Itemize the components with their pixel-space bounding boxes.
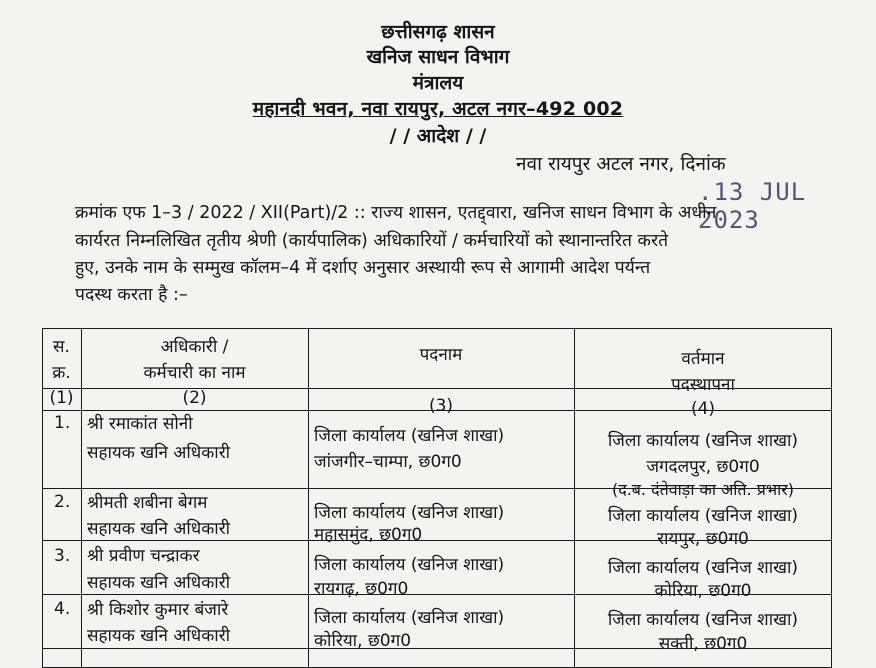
col-number-2: (2) (182, 388, 207, 408)
col-divider (308, 328, 309, 668)
header-posting-b: पदस्थापना (671, 375, 735, 395)
row-3-sno: 3. (54, 546, 71, 566)
row-3-designation: सहायक खनि अधिकारी (87, 573, 231, 593)
row-1-post-1: जिला कार्यालय (खनिज शाखा) (314, 426, 505, 446)
dateline: नवा रायपुर अटल नगर, दिनांक (516, 153, 726, 175)
col-number-3: (3) (428, 396, 454, 416)
row-1-new-3: (द.ब. दंतेवाड़ा का अति. प्रभार) (611, 480, 795, 499)
department-name: खनिज साधन विभाग (366, 46, 510, 68)
row-1-designation: सहायक खनि अधिकारी (87, 443, 231, 463)
row-4-designation: सहायक खनि अधिकारी (87, 626, 231, 646)
row-4-post-2: कोरिया, छ0ग0 (314, 631, 412, 651)
row-4-post-1: जिला कार्यालय (खनिज शाखा) (314, 608, 505, 628)
office-address: महानदी भवन, नवा रायपुर, अटल नगर–492 002 (252, 98, 624, 120)
header-sno-a: स. (53, 337, 70, 357)
row-4-name: श्री किशोर कुमार बंजारे (87, 600, 229, 620)
govt-name: छत्तीसगढ़ शासन (381, 21, 495, 43)
row-2-new-2: रायपुर, छ0ग0 (657, 529, 749, 549)
row-2-sno: 2. (54, 492, 71, 512)
row-1-name: श्री रमाकांत सोनी (87, 414, 193, 434)
row-2-designation: सहायक खनि अधिकारी (87, 519, 231, 539)
row-2-post-1: जिला कार्यालय (खनिज शाखा) (314, 503, 505, 523)
row-1-post-2: जांजगीर–चाम्पा, छ0ग0 (314, 452, 462, 472)
header-designation: पदनाम (419, 345, 463, 365)
row-4-new-2: सक्ती, छ0ग0 (658, 634, 748, 654)
header-sno-b: क्र. (52, 363, 71, 383)
row-3-post-1: जिला कार्यालय (खनिज शाखा) (314, 555, 505, 575)
row-2-name: श्रीमती शबीना बेगम (87, 493, 208, 513)
order-paragraph-line-4: पदस्थ करता है :– (75, 285, 188, 305)
row-3-name: श्री प्रवीण चन्द्राकर (87, 546, 200, 566)
order-title: / / आदेश / / (389, 125, 487, 147)
row-2-new-1: जिला कार्यालय (खनिज शाखा) (607, 506, 799, 526)
order-paragraph-line-1: क्रमांक एफ 1–3 / 2022 / XII(Part)/2 :: राज्य शासन, एतद्द्वारा, खनिज साधन विभाग के अधीन (75, 203, 717, 223)
ministry-label: मंत्रालय (412, 72, 464, 94)
header-name-b: कर्मचारी का नाम (143, 363, 246, 383)
order-paragraph-line-2: कार्यरत निम्नलिखित तृतीय श्रेणी (कार्यपालिक) अधिकारियों / कर्मचारियों को स्थानान्तरित करते (75, 231, 669, 251)
row-1-sno: 1. (54, 413, 71, 433)
row-4-sno: 4. (54, 599, 71, 619)
row-2-post-2: महासमुंद, छ0ग0 (314, 525, 423, 545)
row-1-new-1: जिला कार्यालय (खनिज शाखा) (607, 431, 799, 451)
row-3-new-2: कोरिया, छ0ग0 (654, 581, 752, 601)
row-4-new-1: जिला कार्यालय (खनिज शाखा) (607, 610, 799, 630)
row-1-new-2: जगदलपुर, छ0ग0 (646, 457, 760, 477)
row-3-post-2: रायगढ़, छ0ग0 (314, 579, 409, 599)
col-number-4: (4) (690, 399, 716, 419)
col-number-1: (1) (49, 388, 74, 408)
header-name-a: अधिकारी / (160, 337, 229, 357)
date-stamp: .13 JUL 2023 (698, 178, 807, 234)
header-posting-a: वर्तमान (681, 349, 725, 369)
row-3-new-1: जिला कार्यालय (खनिज शाखा) (607, 558, 799, 578)
order-paragraph-line-3: हुए, उनके नाम के सम्मुख कॉलम–4 में दर्शाए अनुसार अस्थायी रूप से आगामी आदेश पर्यन्त (75, 258, 651, 278)
